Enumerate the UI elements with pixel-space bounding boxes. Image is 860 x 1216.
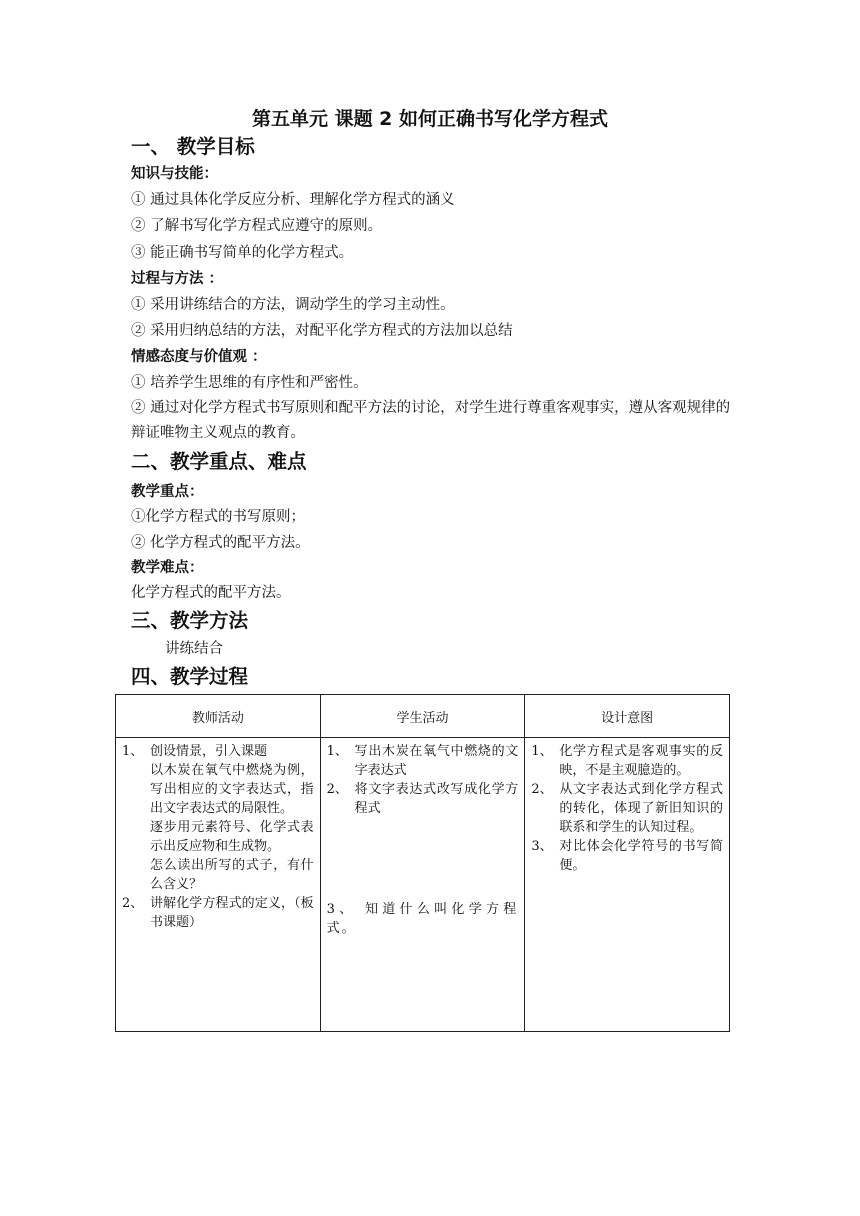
attitude-item: ① 培养学生思维的有序性和严密性。 <box>131 375 368 391</box>
column-header-student: 学生活动 <box>320 695 525 738</box>
item-text: 写出木炭在氧气中燃烧的文字表达式 <box>354 744 519 778</box>
item-text: 创设情景，引入课题 <box>150 744 268 759</box>
subheading-knowledge: 知识与技能： <box>131 166 218 182</box>
paragraph: 逐步用元素符号、化学式表示出反应物和生成物。 <box>150 820 314 854</box>
table-row <box>116 738 730 1032</box>
teaching-process-table <box>115 694 730 1032</box>
design-intent-cell <box>525 738 730 1032</box>
list-item <box>122 742 314 761</box>
item-number: 3、 <box>531 839 553 854</box>
section-heading-method: 三、教学方法 <box>131 609 249 632</box>
list-item <box>531 780 723 837</box>
item-number: 2、 <box>326 782 348 797</box>
process-item: ② 采用归纳总结的方法，对配平化学方程式的方法加以总结 <box>131 323 513 339</box>
list-item <box>327 742 519 780</box>
knowledge-item: ③ 能正确书写简单的化学方程式。 <box>131 245 354 261</box>
list-item: 3、 知道什么叫化学方程式。 <box>326 902 519 936</box>
subheading-process: 过程与方法 ： <box>131 271 224 287</box>
item-text: 从文字表达式到化学方程式的转化，体现了新旧知识的联系和学生的认知过程。 <box>559 782 723 835</box>
key-item: ①化学方程式的书写原则； <box>131 509 305 525</box>
difficult-text: 化学方程式的配平方法。 <box>131 585 291 601</box>
item-number: 1、 <box>326 744 348 759</box>
item-number: 2、 <box>531 782 553 797</box>
item-text: 讲解化学方程式的定义，（板书课题） <box>150 896 314 930</box>
item-number: 1、 <box>122 744 144 759</box>
paragraph: 以木炭在氧气中燃烧为例，写出相应的文字表达式，指出文字表达式的局限性。 <box>150 763 314 816</box>
knowledge-item: ② 了解书写化学方程式应遵守的原则。 <box>131 218 383 234</box>
section-heading-process: 四、教学过程 <box>131 665 249 688</box>
attitude-item: ② 通过对化学方程式书写原则和配平方法的讨论，对学生进行尊重客观事实，遵从客观规律的辩证唯物主义观点的教育。 <box>131 400 731 441</box>
column-header-teacher: 教师活动 <box>116 695 321 738</box>
key-item: ② 化学方程式的配平方法。 <box>131 535 310 551</box>
item-number: 2、 <box>122 896 144 911</box>
list-item <box>327 780 519 818</box>
list-item <box>122 894 314 932</box>
column-header-design: 设计意图 <box>525 695 730 738</box>
list-item <box>531 742 723 780</box>
student-activity-cell <box>320 738 525 1032</box>
list-item <box>531 837 723 875</box>
section-heading-key-points: 二、教学重点、难点 <box>131 450 307 473</box>
table-header-row <box>116 695 730 738</box>
teacher-activity-cell <box>116 738 321 1032</box>
subheading-difficult: 教学难点： <box>131 560 204 576</box>
item-text: 化学方程式是客观事实的反映，不是主观臆造的。 <box>559 744 723 778</box>
subheading-attitude: 情感态度与价值观 ： <box>131 349 267 365</box>
subheading-key: 教学重点： <box>131 484 204 500</box>
item-text: 对比体会化学符号的书写简便。 <box>559 839 723 873</box>
paragraph: 怎么读出所写的式子，有什么含义？ <box>150 858 314 892</box>
item-number: 1、 <box>531 744 553 759</box>
section-heading-objectives: 一、 教学目标 <box>131 135 255 158</box>
knowledge-item: ① 通过具体化学反应分析、理解化学方程式的涵义 <box>131 192 455 208</box>
method-text: 讲练结合 <box>165 641 223 657</box>
process-item: ① 采用讲练结合的方法，调动学生的学习主动性。 <box>131 297 455 313</box>
document-title: 第五单元 课题 2 如何正确书写化学方程式 <box>251 108 609 130</box>
item-text: 将文字表达式改写成化学方程式 <box>354 782 519 816</box>
